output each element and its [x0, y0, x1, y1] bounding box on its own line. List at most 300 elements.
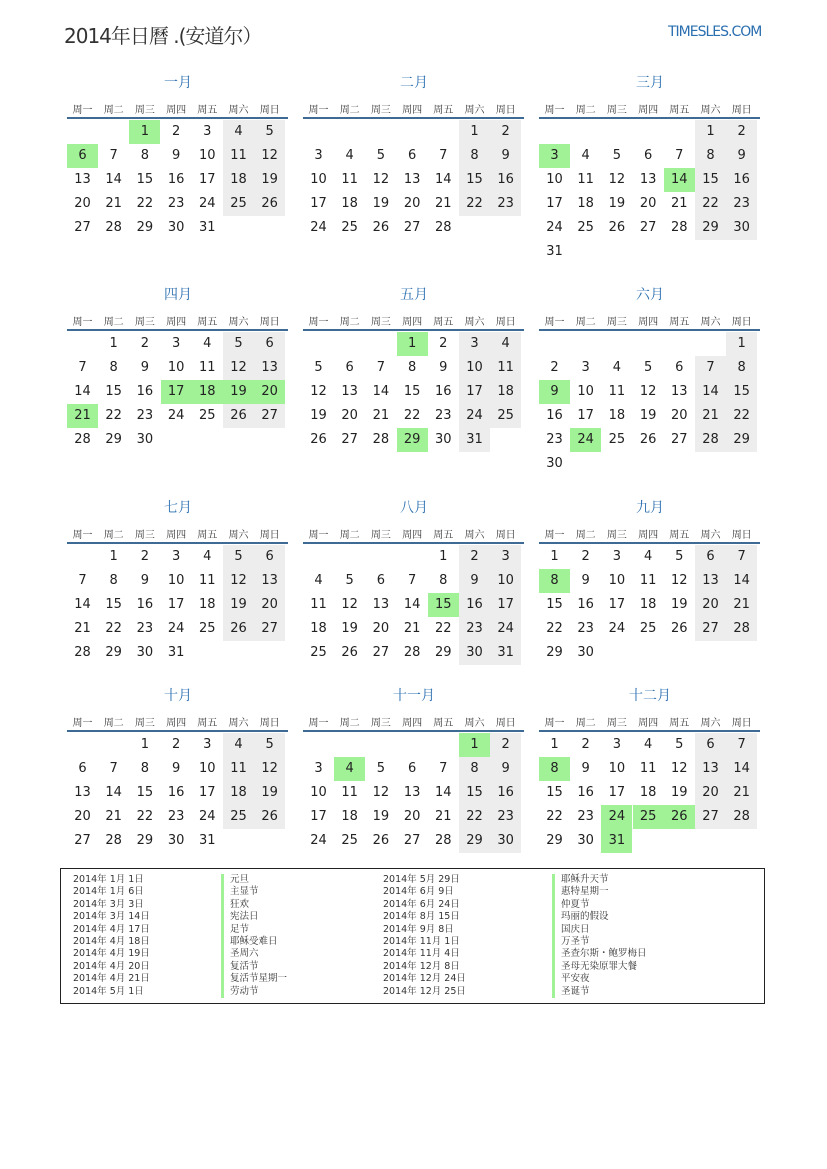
day-cell: 12 — [372, 172, 390, 187]
weekday-header: 周六 — [228, 105, 249, 116]
day-cell: 6 — [345, 360, 354, 375]
day-cell: 20 — [74, 196, 91, 211]
day-cell: 11 — [639, 573, 657, 588]
day-cell: 22 — [435, 621, 452, 636]
holiday-day-cell: 6 — [67, 144, 98, 168]
header-rule — [303, 542, 524, 544]
day-cell: 16 — [136, 597, 154, 612]
holiday-date: 2014年 4月 17日 — [73, 923, 150, 935]
day-cell: 13 — [74, 172, 91, 187]
day-cell: 17 — [199, 172, 216, 187]
day-cell: 12 — [372, 785, 390, 800]
holiday-date: 2014年 12月 25日 — [383, 985, 466, 997]
day-cell: 9 — [726, 144, 757, 168]
day-cell: 19 — [372, 809, 390, 824]
day-cell: 3 — [612, 737, 622, 752]
day-cell: 5 — [254, 120, 285, 144]
day-cell: 9 — [439, 360, 448, 375]
day-cell: 24 — [459, 404, 490, 428]
weekday-header: 周三 — [370, 530, 391, 541]
day-cell: 14 — [105, 172, 122, 187]
day-cell: 17 — [577, 408, 594, 423]
day-cell: 2 — [140, 549, 150, 564]
day-cell: 23 — [136, 408, 154, 423]
weekday-header: 周日 — [495, 530, 516, 541]
day-cell: 10 — [199, 148, 216, 163]
weekday-header: 周二 — [339, 105, 360, 116]
day-cell: 5 — [376, 761, 386, 776]
weekday-header: 周五 — [433, 105, 454, 116]
month-title: 九月 — [636, 500, 664, 516]
day-cell: 4 — [612, 360, 622, 375]
day-cell: 27 — [74, 220, 91, 235]
weekday-header: 周五 — [669, 105, 690, 116]
weekday-header: 周三 — [134, 718, 155, 729]
day-cell: 13 — [254, 356, 285, 380]
weekday-header: 周五 — [669, 718, 690, 729]
day-cell: 24 — [310, 833, 327, 848]
day-cell: 13 — [671, 384, 688, 399]
day-cell: 3 — [203, 737, 212, 752]
day-cell: 17 — [310, 196, 327, 211]
day-cell: 6 — [695, 733, 726, 757]
day-cell: 9 — [490, 757, 521, 781]
day-cell: 6 — [695, 545, 726, 569]
day-cell: 24 — [490, 617, 521, 641]
holiday-day-cell: 26 — [664, 805, 695, 829]
weekday-header: 周五 — [197, 530, 218, 541]
day-cell: 7 — [407, 573, 417, 588]
weekday-header: 周三 — [134, 317, 155, 328]
header-rule — [539, 542, 760, 544]
day-cell: 21 — [105, 809, 122, 824]
day-cell: 31 — [167, 645, 185, 660]
day-cell: 2 — [459, 545, 490, 569]
day-cell: 2 — [171, 124, 181, 139]
day-cell: 23 — [435, 408, 452, 423]
day-cell: 6 — [675, 360, 684, 375]
day-cell: 7 — [78, 360, 87, 375]
weekday-header: 周四 — [166, 105, 187, 116]
month-title: 三月 — [636, 75, 664, 91]
day-cell: 10 — [608, 761, 626, 776]
day-cell: 21 — [74, 621, 91, 636]
holiday-day-cell: 1 — [397, 332, 428, 356]
day-cell: 14 — [372, 384, 390, 399]
day-cell: 2 — [550, 360, 559, 375]
day-cell: 27 — [403, 220, 421, 235]
day-cell: 8 — [407, 360, 417, 375]
day-cell: 30 — [577, 833, 594, 848]
day-cell: 6 — [376, 573, 386, 588]
day-cell: 5 — [643, 360, 653, 375]
holiday-day-cell: 14 — [664, 168, 695, 192]
day-cell: 8 — [695, 144, 726, 168]
holiday-date: 2014年 1月 6日 — [73, 886, 144, 898]
day-cell: 8 — [439, 573, 448, 588]
day-cell: 27 — [372, 645, 390, 660]
day-cell: 28 — [671, 220, 688, 235]
holiday-name: 复活节星期一 — [221, 973, 287, 985]
day-cell: 26 — [372, 220, 390, 235]
holiday-day-cell: 21 — [67, 404, 98, 428]
day-cell: 22 — [403, 408, 421, 423]
day-cell: 7 — [726, 733, 757, 757]
weekday-header: 周五 — [433, 317, 454, 328]
day-cell: 11 — [199, 360, 216, 375]
day-cell: 28 — [74, 432, 91, 447]
day-cell: 5 — [612, 148, 622, 163]
day-cell: 31 — [199, 220, 216, 235]
day-cell: 20 — [403, 196, 421, 211]
day-cell: 17 — [490, 593, 521, 617]
day-cell: 22 — [136, 196, 154, 211]
day-cell: 14 — [74, 597, 91, 612]
day-cell: 8 — [109, 573, 118, 588]
header-rule — [67, 730, 288, 732]
day-cell: 29 — [695, 216, 726, 240]
day-cell: 10 — [459, 356, 490, 380]
day-cell: 8 — [459, 144, 490, 168]
day-cell: 9 — [171, 761, 181, 776]
weekday-header: 周六 — [464, 718, 485, 729]
header-rule — [539, 117, 760, 119]
day-cell: 25 — [341, 833, 358, 848]
weekday-header: 周六 — [464, 105, 485, 116]
day-cell: 25 — [223, 192, 254, 216]
day-cell: 7 — [109, 761, 118, 776]
day-cell: 24 — [310, 220, 327, 235]
day-cell: 9 — [171, 148, 181, 163]
holiday-name: 玛丽的假设 — [552, 911, 609, 923]
day-cell: 8 — [726, 356, 757, 380]
day-cell: 13 — [341, 384, 358, 399]
day-cell: 16 — [726, 168, 757, 192]
day-cell: 4 — [345, 148, 354, 163]
holiday-day-cell: 15 — [428, 593, 459, 617]
day-cell: 13 — [403, 172, 421, 187]
day-cell: 18 — [199, 597, 216, 612]
holiday-date: 2014年 3月 3日 — [73, 898, 144, 910]
holiday-date: 2014年 4月 19日 — [73, 948, 150, 960]
day-cell: 3 — [314, 761, 323, 776]
weekday-header: 周三 — [370, 317, 391, 328]
month-title: 一月 — [164, 75, 192, 91]
weekday-header: 周四 — [166, 530, 187, 541]
month-title: 十二月 — [629, 688, 671, 704]
header-rule — [303, 730, 524, 732]
day-cell: 15 — [459, 781, 490, 805]
day-cell: 23 — [167, 809, 185, 824]
day-cell: 23 — [136, 621, 154, 636]
day-cell: 8 — [140, 148, 150, 163]
day-cell: 10 — [608, 573, 626, 588]
day-cell: 22 — [546, 621, 563, 636]
day-cell: 5 — [345, 573, 354, 588]
holiday-name: 耶稣受难日 — [221, 936, 278, 948]
weekday-header: 周三 — [606, 530, 627, 541]
month-title: 七月 — [164, 500, 192, 516]
day-cell: 21 — [435, 196, 452, 211]
day-cell: 11 — [639, 761, 657, 776]
day-cell: 11 — [577, 172, 594, 187]
holiday-day-cell: 8 — [539, 757, 570, 781]
day-cell: 9 — [140, 573, 150, 588]
day-cell: 12 — [608, 172, 626, 187]
weekday-header: 周三 — [134, 530, 155, 541]
day-cell: 20 — [695, 781, 726, 805]
day-cell: 5 — [223, 545, 254, 569]
day-cell: 25 — [639, 621, 657, 636]
day-cell: 10 — [546, 172, 563, 187]
holiday-name: 万圣节 — [552, 936, 590, 948]
weekday-header: 周五 — [197, 105, 218, 116]
day-cell: 11 — [223, 757, 254, 781]
weekday-header: 周六 — [700, 718, 721, 729]
month-title: 五月 — [400, 287, 428, 303]
day-cell: 7 — [109, 148, 118, 163]
holiday-date: 2014年 4月 18日 — [73, 936, 150, 947]
day-cell: 28 — [403, 645, 421, 660]
weekday-header: 周日 — [495, 105, 516, 116]
day-cell: 28 — [726, 617, 757, 641]
day-cell: 26 — [223, 404, 254, 428]
day-cell: 20 — [671, 408, 688, 423]
day-cell: 1 — [550, 737, 559, 752]
day-cell: 15 — [546, 597, 563, 612]
day-cell: 1 — [459, 120, 490, 144]
day-cell: 18 — [341, 196, 358, 211]
day-cell: 19 — [254, 168, 285, 192]
day-cell: 17 — [167, 597, 185, 612]
holiday-name: 劳动节 — [221, 986, 259, 998]
day-cell: 28 — [726, 805, 757, 829]
day-cell: 13 — [372, 597, 390, 612]
weekday-header: 周二 — [339, 317, 360, 328]
holiday-name: 圣周六 — [221, 948, 259, 960]
day-cell: 11 — [310, 597, 327, 612]
day-cell: 5 — [254, 733, 285, 757]
month-title: 八月 — [400, 500, 428, 516]
day-cell: 11 — [341, 785, 358, 800]
weekday-header: 周六 — [700, 530, 721, 541]
holiday-date: 2014年 12月 24日 — [383, 973, 466, 985]
day-cell: 18 — [639, 785, 657, 800]
day-cell: 2 — [581, 737, 590, 752]
brand-link[interactable]: TIMESLES.COM — [668, 24, 762, 40]
weekday-header: 周四 — [638, 530, 659, 541]
day-cell: 21 — [695, 404, 726, 428]
day-cell: 1 — [695, 120, 726, 144]
day-cell: 17 — [459, 380, 490, 404]
day-cell: 16 — [136, 384, 154, 399]
day-cell: 30 — [136, 432, 154, 447]
weekday-header: 周三 — [606, 718, 627, 729]
day-cell: 15 — [546, 785, 563, 800]
day-cell: 17 — [199, 785, 216, 800]
day-cell: 12 — [671, 761, 688, 776]
day-cell: 14 — [435, 172, 452, 187]
weekday-header: 周四 — [402, 105, 423, 116]
weekday-header: 周三 — [370, 105, 391, 116]
day-cell: 28 — [105, 833, 122, 848]
day-cell: 6 — [407, 761, 417, 776]
day-cell: 27 — [254, 404, 285, 428]
weekday-header: 周一 — [308, 317, 329, 328]
day-cell: 14 — [74, 384, 91, 399]
day-cell: 27 — [74, 833, 91, 848]
month-title: 十一月 — [393, 688, 435, 704]
day-cell: 24 — [608, 621, 626, 636]
day-cell: 7 — [726, 545, 757, 569]
day-cell: 17 — [608, 785, 626, 800]
day-cell: 20 — [341, 408, 358, 423]
day-cell: 17 — [310, 809, 327, 824]
day-cell: 9 — [490, 144, 521, 168]
day-cell: 10 — [167, 360, 185, 375]
weekday-header: 周四 — [402, 317, 423, 328]
day-cell: 27 — [671, 432, 688, 447]
day-cell: 26 — [254, 805, 285, 829]
holiday-name: 宪法日 — [221, 911, 259, 923]
day-cell: 24 — [167, 408, 185, 423]
day-cell: 28 — [435, 220, 452, 235]
day-cell: 10 — [577, 384, 594, 399]
day-cell: 22 — [459, 805, 490, 829]
day-cell: 4 — [643, 549, 653, 564]
holiday-date: 2014年 1月 1日 — [73, 874, 144, 885]
day-cell: 7 — [695, 356, 726, 380]
header-rule — [67, 329, 288, 331]
day-cell: 16 — [167, 785, 185, 800]
day-cell: 23 — [577, 809, 594, 824]
day-cell: 7 — [376, 360, 386, 375]
holiday-day-cell: 24 — [570, 428, 601, 452]
weekday-header: 周二 — [575, 718, 596, 729]
day-cell: 2 — [490, 120, 521, 144]
day-cell: 12 — [341, 597, 358, 612]
day-cell: 5 — [223, 332, 254, 356]
weekday-header: 周四 — [402, 530, 423, 541]
weekday-header: 周一 — [544, 718, 565, 729]
day-cell: 15 — [105, 384, 122, 399]
day-cell: 25 — [199, 621, 216, 636]
day-cell: 18 — [490, 380, 521, 404]
day-cell: 18 — [608, 408, 626, 423]
day-cell: 15 — [136, 172, 154, 187]
day-cell: 7 — [675, 148, 684, 163]
day-cell: 25 — [199, 408, 216, 423]
day-cell: 3 — [314, 148, 323, 163]
day-cell: 3 — [581, 360, 590, 375]
day-cell: 26 — [254, 192, 285, 216]
weekday-header: 周二 — [103, 105, 124, 116]
weekday-header: 周日 — [731, 317, 752, 328]
weekday-header: 周四 — [638, 718, 659, 729]
weekday-header: 周二 — [103, 530, 124, 541]
weekday-header: 周二 — [575, 105, 596, 116]
holiday-day-cell: 29 — [397, 428, 428, 452]
weekday-header: 周六 — [464, 317, 485, 328]
day-cell: 4 — [223, 120, 254, 144]
day-cell: 19 — [639, 408, 657, 423]
day-cell: 21 — [105, 196, 122, 211]
day-cell: 30 — [490, 829, 521, 853]
weekday-header: 周六 — [700, 317, 721, 328]
weekday-header: 周六 — [464, 530, 485, 541]
weekday-header: 周二 — [103, 718, 124, 729]
weekday-header: 周一 — [544, 105, 565, 116]
day-cell: 9 — [140, 360, 150, 375]
day-cell: 20 — [639, 196, 657, 211]
day-cell: 4 — [490, 332, 521, 356]
weekday-header: 周三 — [134, 105, 155, 116]
day-cell: 29 — [105, 432, 122, 447]
day-cell: 5 — [376, 148, 386, 163]
day-cell: 25 — [341, 220, 358, 235]
weekday-header: 周五 — [669, 530, 690, 541]
day-cell: 2 — [171, 737, 181, 752]
day-cell: 3 — [171, 336, 181, 351]
day-cell: 17 — [546, 196, 563, 211]
holiday-day-cell: 3 — [539, 144, 570, 168]
day-cell: 23 — [546, 432, 563, 447]
day-cell: 18 — [223, 168, 254, 192]
day-cell: 28 — [105, 220, 122, 235]
day-cell: 11 — [490, 356, 521, 380]
weekday-header: 周四 — [638, 317, 659, 328]
day-cell: 1 — [439, 549, 448, 564]
day-cell: 4 — [314, 573, 323, 588]
holiday-name: 圣诞节 — [552, 986, 590, 998]
day-cell: 30 — [167, 833, 185, 848]
month-title: 六月 — [636, 287, 664, 303]
weekday-header: 周五 — [197, 718, 218, 729]
day-cell: 12 — [223, 569, 254, 593]
holiday-day-cell: 25 — [633, 805, 664, 829]
holiday-day-cell: 19 — [223, 380, 254, 404]
day-cell: 9 — [581, 573, 590, 588]
day-cell: 18 — [223, 781, 254, 805]
day-cell: 27 — [341, 432, 358, 447]
day-cell: 21 — [403, 621, 421, 636]
day-cell: 25 — [577, 220, 594, 235]
day-cell: 6 — [407, 148, 417, 163]
holiday-name: 狂欢 — [221, 899, 249, 911]
day-cell: 1 — [140, 737, 150, 752]
holiday-day-cell: 1 — [129, 120, 160, 144]
day-cell: 14 — [435, 785, 452, 800]
holiday-name: 复活节 — [221, 961, 259, 973]
holiday-date: 2014年 6月 24日 — [383, 898, 460, 910]
holiday-day-cell: 24 — [601, 805, 632, 829]
day-cell: 26 — [372, 833, 390, 848]
day-cell: 15 — [403, 384, 421, 399]
day-cell: 26 — [671, 621, 688, 636]
month-title: 四月 — [164, 287, 192, 303]
header-rule — [303, 117, 524, 119]
day-cell: 25 — [490, 404, 521, 428]
day-cell: 7 — [439, 761, 448, 776]
header-rule — [67, 542, 288, 544]
day-cell: 3 — [203, 124, 212, 139]
day-cell: 26 — [223, 617, 254, 641]
day-cell: 11 — [199, 573, 216, 588]
header-rule — [303, 329, 524, 331]
day-cell: 5 — [314, 360, 323, 375]
holiday-name: 主显节 — [221, 886, 259, 898]
day-cell: 23 — [726, 192, 757, 216]
